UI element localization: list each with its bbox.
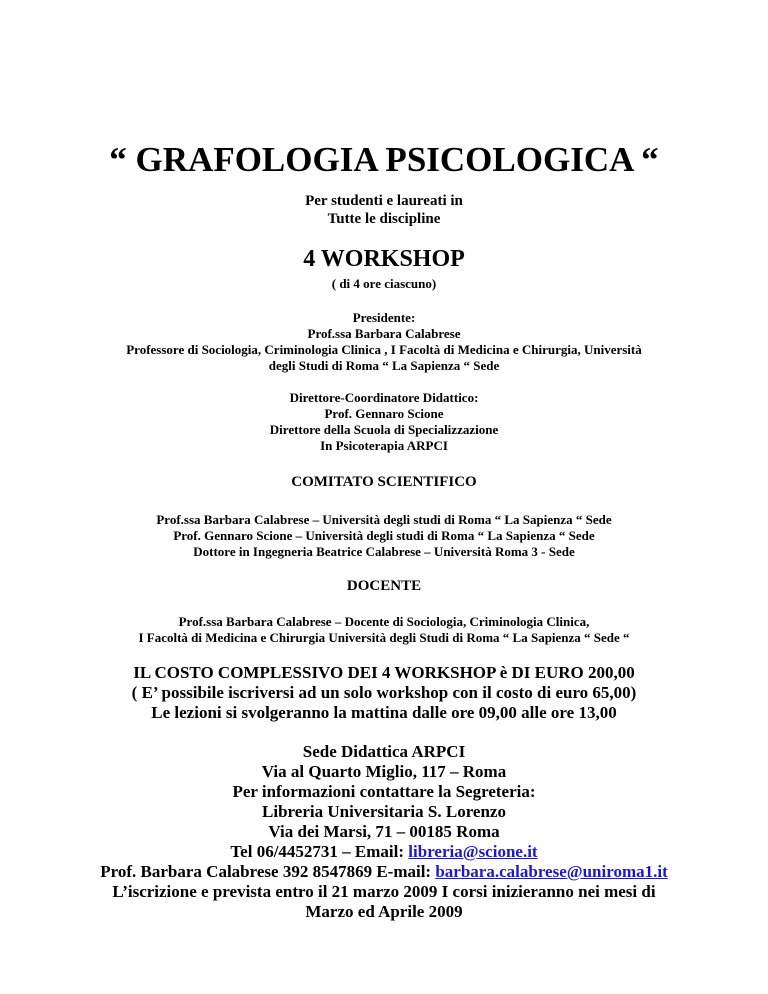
director-label: Direttore-Coordinatore Didattico:	[289, 390, 479, 405]
professor-contact-line	[0, 862, 768, 882]
venue-name: Sede Didattica ARPCI	[302, 742, 466, 761]
professor-contact-prefix: Prof. Barbara Calabrese 392 8547869 E-mail:	[100, 862, 436, 881]
enrollment-line-2: Marzo ed Aprile 2009	[305, 902, 463, 921]
audience-line-1: Per studenti e laureati in	[305, 193, 463, 209]
bookshop-name: Libreria Universitaria S. Lorenzo	[262, 802, 506, 821]
cost-line: IL COSTO COMPLESSIVO DEI 4 WORKSHOP è DI EURO 200,00	[133, 663, 635, 682]
director-name: Prof. Gennaro Scione	[324, 406, 444, 421]
professor-email-link[interactable]: barbara.calabrese@uniroma1.it	[435, 862, 668, 881]
president-name: Prof.ssa Barbara Calabrese	[307, 326, 461, 341]
director-role-1: Direttore della Scuola di Specializzazione	[269, 422, 499, 437]
venue-address: Via al Quarto Miglio, 117 – Roma	[261, 762, 507, 781]
enrollment-line-1: L’iscrizione e prevista entro il 21 marzo 2009 I corsi inizieranno nei mesi di	[112, 882, 656, 901]
president-role-2: degli Studi di Roma “ La Sapienza “ Sede	[268, 358, 500, 373]
teacher-heading: DOCENTE	[346, 578, 422, 594]
schedule-line: Le lezioni si svolgeranno la mattina dalle ore 09,00 alle ore 13,00	[151, 703, 617, 722]
committee-member-3: Dottore in Ingegneria Beatrice Calabrese – Università Roma 3 - Sede	[193, 544, 575, 559]
president-role-1: Professore di Sociologia, Criminologia Clinica , I Facoltà di Medicina e Chirurgia, Università	[126, 342, 642, 357]
director-role-2: In Psicoterapia ARPCI	[320, 438, 448, 453]
president-label: Presidente:	[352, 310, 416, 325]
document-title: “ GRAFOLOGIA PSICOLOGICA “	[109, 140, 659, 179]
phone-email-prefix: Tel 06/4452731 – Email:	[230, 842, 409, 861]
committee-member-1: Prof.ssa Barbara Calabrese – Università degli studi di Roma “ La Sapienza “ Sede	[156, 512, 612, 527]
cost-single-line: ( E’ possibile iscriversi ad un solo workshop con il costo di euro 65,00)	[131, 683, 637, 702]
teacher-line-2: I Facoltà di Medicina e Chirurgia Università degli Studi di Roma “ La Sapienza “ Sede “	[138, 630, 630, 645]
committee-member-2: Prof. Gennaro Scione – Università degli studi di Roma “ La Sapienza “ Sede	[173, 528, 595, 543]
phone-email-line	[0, 842, 768, 862]
audience-line-2: Tutte le discipline	[327, 211, 441, 227]
bookshop-address: Via dei Marsi, 71 – 00185 Roma	[268, 822, 500, 841]
workshop-heading: 4 WORKSHOP	[303, 246, 465, 272]
info-line: Per informazioni contattare la Segreteria:	[232, 782, 536, 801]
committee-heading: COMITATO SCIENTIFICO	[291, 474, 477, 490]
workshop-duration: ( di 4 ore ciascuno)	[331, 276, 437, 291]
teacher-line-1: Prof.ssa Barbara Calabrese – Docente di Sociologia, Criminologia Clinica,	[178, 614, 590, 629]
bookshop-email-link[interactable]: libreria@scione.it	[408, 842, 538, 861]
